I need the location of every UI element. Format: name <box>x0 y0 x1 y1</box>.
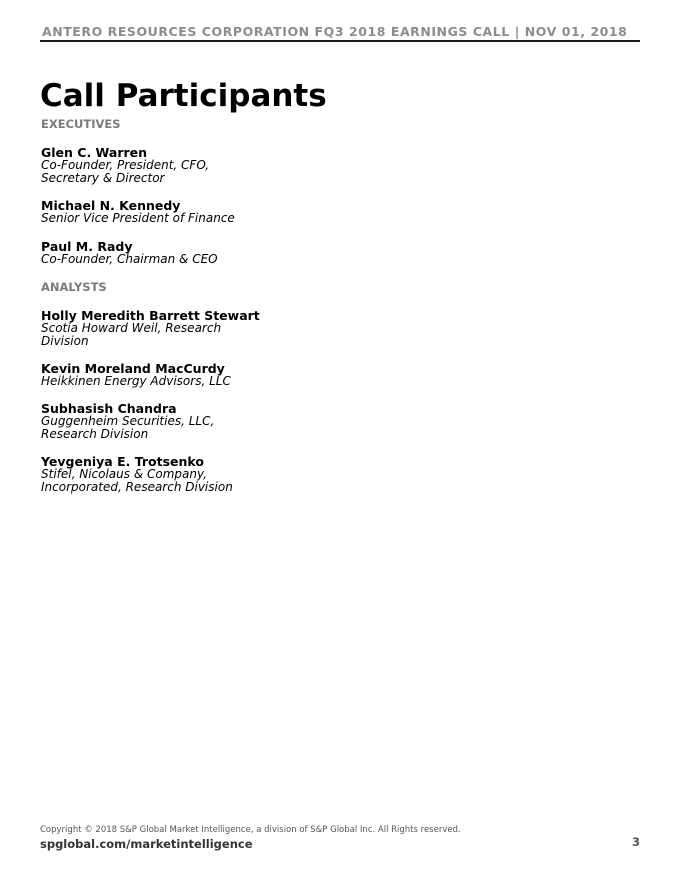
page-number: 3 <box>631 835 640 849</box>
participant-holly-stewart <box>41 309 291 348</box>
participant-name: Kevin Moreland MacCurdy <box>41 361 225 376</box>
page-title: Call Participants <box>40 78 327 114</box>
executives-heading: EXECUTIVES <box>41 117 121 131</box>
participant-name: Subhasish Chandra <box>41 401 177 416</box>
participant-title: Secretary & Director <box>41 171 165 185</box>
participant-paul-rady <box>41 240 291 266</box>
participant-name: Yevgeniya E. Trotsenko <box>41 454 204 469</box>
participant-yevgeniya-trotsenko <box>41 455 291 494</box>
participant-michael-kennedy <box>41 199 291 225</box>
participant-title: Heikkinen Energy Advisors, LLC <box>41 374 231 388</box>
participant-title: Senior Vice President of Finance <box>41 211 235 225</box>
participant-title: Co-Founder, President, CFO, <box>41 158 210 172</box>
participant-subhasish-chandra <box>41 402 291 441</box>
participant-kevin-maccurdy <box>41 362 291 388</box>
participant-title: Co-Founder, Chairman & CEO <box>41 252 218 266</box>
participant-title: Stifel, Nicolaus & Company, <box>41 467 207 481</box>
participant-name: Glen C. Warren <box>41 145 148 160</box>
participant-name: Paul M. Rady <box>41 239 133 254</box>
participant-title: Guggenheim Securities, LLC, <box>41 414 215 428</box>
analysts-heading: ANALYSTS <box>41 280 107 294</box>
footer-site-link[interactable]: spglobal.com/marketintelligence <box>40 837 253 851</box>
participant-title: Scotia Howard Weil, Research <box>41 321 222 335</box>
header-text: ANTERO RESOURCES CORPORATION FQ3 2018 EARNINGS CALL | NOV 01, 2018 <box>42 24 628 39</box>
participant-glen-warren <box>41 146 291 185</box>
footer-copyright: Copyright © 2018 S&P Global Market Intelligence, a division of S&P Global Inc. All Rights reserved. <box>40 825 461 835</box>
participant-title: Division <box>41 334 89 348</box>
participant-title: Research Division <box>41 427 149 441</box>
participant-title: Incorporated, Research Division <box>41 480 233 494</box>
participant-name: Holly Meredith Barrett Stewart <box>41 308 260 323</box>
participant-name: Michael N. Kennedy <box>41 198 181 213</box>
page-header <box>40 24 640 42</box>
